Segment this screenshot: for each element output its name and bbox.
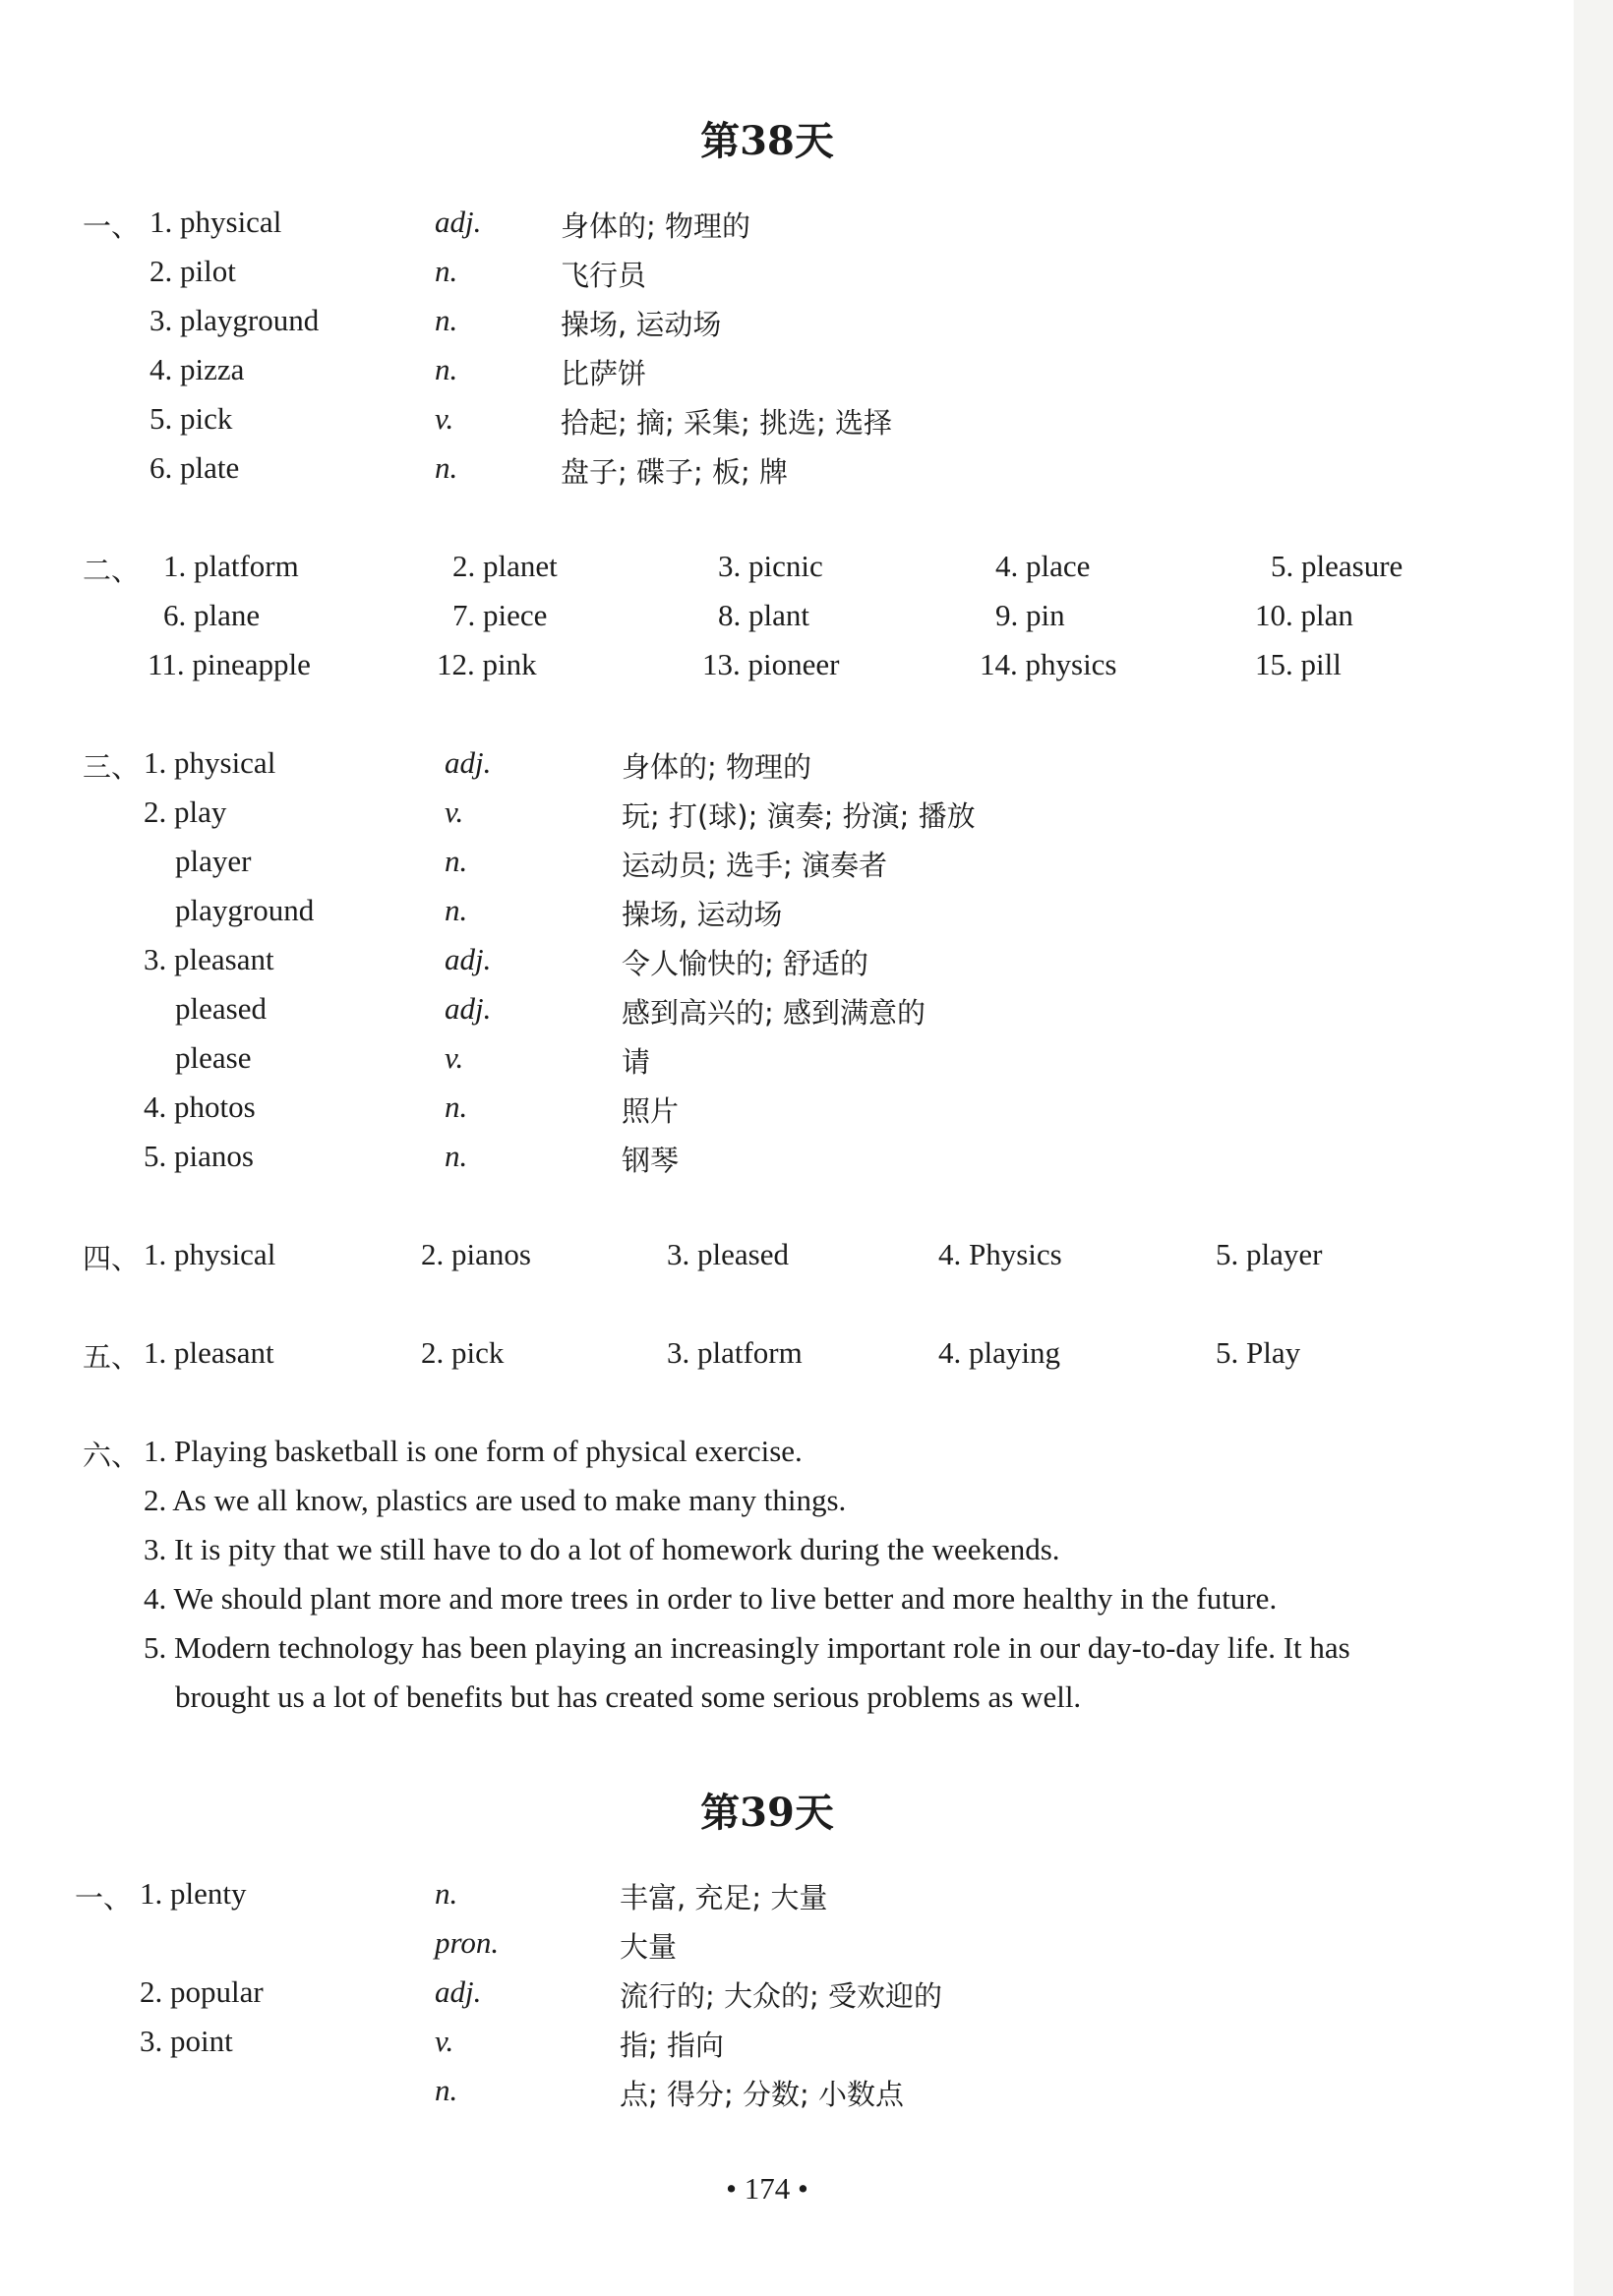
vocab-pos: v.: [445, 1040, 464, 1075]
vocab-pos: v.: [435, 401, 454, 436]
vocab-meaning: 拾起; 摘; 采集; 挑选; 选择: [561, 406, 892, 440]
grid-word: 2. planet: [452, 549, 558, 583]
section-marker: 一、: [75, 1881, 133, 1914]
section-marker: 六、: [83, 1439, 141, 1472]
vocab-word: 1. plenty: [140, 1876, 247, 1911]
grid-word: 6. plane: [163, 598, 261, 632]
vocab-pos: n.: [445, 893, 468, 927]
answer-word: 1. physical: [144, 1237, 276, 1271]
day39-title: 第39天: [700, 1790, 834, 1836]
vocab-pos: v.: [435, 2024, 454, 2058]
vocab-pos: n.: [445, 844, 468, 878]
vocab-pos: n.: [445, 1089, 468, 1124]
vocab-pos: adj.: [435, 205, 482, 239]
sentence: brought us a lot of benefits but has created some serious problems as well.: [175, 1679, 1082, 1714]
vocab-meaning: 操场, 运动场: [622, 898, 783, 931]
vocab-row: [0, 1040, 1534, 1086]
vocab-meaning: 运动员; 选手; 演奏者: [622, 849, 887, 882]
page-number: • 174 •: [726, 2171, 808, 2206]
vocab-meaning: 点; 得分; 分数; 小数点: [620, 2078, 904, 2111]
section-marker: 四、: [83, 1242, 141, 1275]
grid-word: 1. platform: [163, 549, 299, 583]
answer-word: 1. pleasant: [144, 1335, 274, 1370]
sentence-line: [0, 1581, 1534, 1626]
grid-word: 3. picnic: [718, 549, 823, 583]
vocab-meaning: 流行的; 大众的; 受欢迎的: [620, 1979, 942, 2013]
vocab-word: 2. popular: [140, 1974, 264, 2009]
sentence: 2. As we all know, plastics are used to make many things.: [144, 1483, 847, 1517]
vocab-row: [0, 1925, 1534, 1971]
grid-word: 4. place: [995, 549, 1091, 583]
vocab-meaning: 感到高兴的; 感到满意的: [622, 996, 926, 1030]
vocab-meaning: 令人愉快的; 舒适的: [622, 947, 868, 980]
grid-word: 11. pineapple: [148, 647, 311, 681]
vocab-meaning: 丰富, 充足; 大量: [620, 1881, 828, 1914]
vocab-pos: adj.: [445, 745, 492, 780]
vocab-row: [0, 2073, 1534, 2118]
vocab-row: [0, 450, 1534, 496]
vocab-row: [0, 254, 1534, 299]
vocab-word: playground: [175, 893, 315, 927]
vocab-pos: n.: [435, 1876, 458, 1911]
grid-word: 10. plan: [1255, 598, 1353, 632]
grid-word: 12. pink: [437, 647, 537, 681]
vocab-row: [0, 2024, 1534, 2069]
vocab-row: [0, 893, 1534, 938]
vocab-meaning: 比萨饼: [561, 357, 647, 390]
vocab-meaning: 请: [622, 1045, 651, 1079]
vocab-word: 3. playground: [149, 303, 320, 337]
vocab-meaning: 盘子; 碟子; 板; 牌: [561, 455, 788, 489]
vocab-row: [0, 795, 1534, 840]
sentence: 3. It is pity that we still have to do a lot of homework during the weekends.: [144, 1532, 1060, 1566]
vocab-meaning: 身体的; 物理的: [561, 209, 750, 243]
vocab-row: [0, 1974, 1534, 2020]
vocab-pos: adj.: [445, 991, 492, 1026]
grid-word: 13. pioneer: [702, 647, 840, 681]
vocab-row: [0, 991, 1534, 1036]
vocab-word: 2. pilot: [149, 254, 236, 288]
grid-word: 7. piece: [452, 598, 548, 632]
vocab-pos: n.: [435, 2073, 458, 2107]
vocab-pos: pron.: [435, 1925, 500, 1960]
vocab-word: 4. photos: [144, 1089, 256, 1124]
vocab-meaning: 操场, 运动场: [561, 308, 722, 341]
vocab-meaning: 指; 指向: [620, 2029, 724, 2062]
vocab-pos: adj.: [435, 1974, 482, 2009]
sentence-line: [0, 1532, 1534, 1577]
vocab-row: [0, 1876, 1534, 1921]
day38-title: 第38天: [700, 118, 834, 164]
vocab-word: pleased: [175, 991, 267, 1026]
vocab-row: [0, 303, 1534, 348]
vocab-word: 1. physical: [149, 205, 282, 239]
grid-word: 15. pill: [1255, 647, 1342, 681]
vocab-word: 1. physical: [144, 745, 276, 780]
section-marker: 一、: [83, 209, 141, 243]
vocab-word: 4. pizza: [149, 352, 245, 386]
vocab-pos: v.: [445, 795, 464, 829]
word-grid-row: [0, 647, 1534, 692]
section-marker: 五、: [83, 1340, 141, 1374]
vocab-pos: adj.: [445, 942, 492, 976]
vocab-pos: n.: [435, 352, 458, 386]
answer-word: 5. Play: [1216, 1335, 1301, 1370]
sentence-line: [0, 1434, 1534, 1479]
sentence: 5. Modern technology has been playing an increasingly important role in our day-to-day life. It has: [144, 1630, 1350, 1665]
vocab-word: 3. point: [140, 2024, 233, 2058]
vocab-pos: n.: [435, 303, 458, 337]
grid-word: 14. physics: [980, 647, 1117, 681]
sentence: 1. Playing basketball is one form of physical exercise.: [144, 1434, 803, 1468]
sentence-line: [0, 1483, 1534, 1528]
vocab-row: [0, 745, 1534, 791]
answer-word: 4. playing: [938, 1335, 1060, 1370]
grid-word: 5. pleasure: [1271, 549, 1404, 583]
vocab-pos: n.: [435, 450, 458, 485]
section-marker: 二、: [83, 554, 141, 587]
grid-word: 9. pin: [995, 598, 1065, 632]
vocab-row: [0, 1139, 1534, 1184]
answer-word: 5. player: [1216, 1237, 1323, 1271]
answer-word: 4. Physics: [938, 1237, 1062, 1271]
day38-section-4: [0, 1237, 1534, 1282]
vocab-word: 5. pianos: [144, 1139, 254, 1173]
sentence: 4. We should plant more and more trees in order to live better and more healthy in the future.: [144, 1581, 1278, 1616]
vocab-word: 3. pleasant: [144, 942, 274, 976]
vocab-word: 5. pick: [149, 401, 233, 436]
vocab-word: please: [175, 1040, 252, 1075]
vocab-pos: n.: [435, 254, 458, 288]
vocab-word: 2. play: [144, 795, 227, 829]
vocab-meaning: 飞行员: [561, 259, 647, 292]
vocab-meaning: 照片: [622, 1094, 680, 1128]
sentence-line: [0, 1630, 1534, 1676]
vocab-row: [0, 844, 1534, 889]
vocab-meaning: 玩; 打(球); 演奏; 扮演; 播放: [622, 799, 976, 833]
answer-word: 2. pianos: [421, 1237, 531, 1271]
sentence-line: [0, 1679, 1534, 1725]
vocab-row: [0, 401, 1534, 446]
answer-word: 3. pleased: [667, 1237, 789, 1271]
word-grid-row: [0, 598, 1534, 643]
vocab-meaning: 大量: [620, 1930, 678, 1964]
vocab-word: player: [175, 844, 252, 878]
vocab-row: [0, 942, 1534, 987]
vocab-word: 6. plate: [149, 450, 240, 485]
vocab-row: [0, 1089, 1534, 1135]
vocab-meaning: 钢琴: [622, 1144, 680, 1177]
word-grid-row: [0, 549, 1534, 594]
answer-word: 2. pick: [421, 1335, 505, 1370]
vocab-pos: n.: [445, 1139, 468, 1173]
section-marker: 三、: [83, 750, 141, 784]
day38-section-5: [0, 1335, 1534, 1381]
vocab-row: [0, 205, 1534, 250]
grid-word: 8. plant: [718, 598, 809, 632]
answer-word: 3. platform: [667, 1335, 803, 1370]
vocab-row: [0, 352, 1534, 397]
vocab-meaning: 身体的; 物理的: [622, 750, 811, 784]
